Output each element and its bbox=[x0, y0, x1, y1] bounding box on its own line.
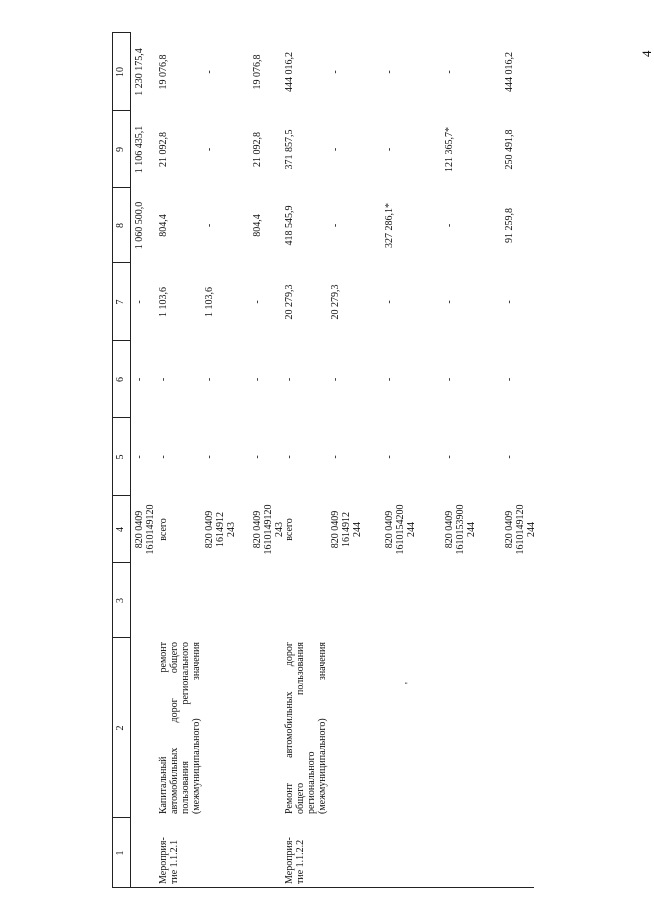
value-col9: 371 857,5 bbox=[284, 129, 295, 170]
measure-description bbox=[284, 642, 328, 814]
value-col5: - bbox=[204, 455, 215, 459]
value-col10: - bbox=[444, 70, 455, 74]
measure-label bbox=[158, 822, 180, 884]
value-col9: 21 092,8 bbox=[158, 132, 169, 167]
measure-description bbox=[158, 642, 202, 814]
measure-description-line: Ремонт автомобильных дорог bbox=[284, 642, 295, 814]
value-col6: - bbox=[134, 377, 145, 382]
column-header-1: 1 bbox=[115, 850, 126, 856]
budget-code-line: 1610149120 bbox=[145, 504, 156, 555]
value-col8: - bbox=[444, 223, 455, 228]
value-col9: 250 491,8 bbox=[504, 129, 515, 170]
budget-code bbox=[204, 500, 237, 559]
value-col9: 21 092,8 bbox=[252, 132, 263, 167]
budget-code bbox=[284, 500, 295, 559]
value-col5: - bbox=[330, 455, 341, 459]
value-col5: - bbox=[134, 455, 145, 459]
budget-code-line: 820 0409 bbox=[384, 510, 395, 549]
budget-code bbox=[444, 500, 477, 559]
value-col5: - bbox=[252, 455, 263, 459]
measure-label-line: тие 1.1.2.2 bbox=[295, 839, 306, 884]
value-col9: - bbox=[204, 147, 215, 152]
value-col5: - bbox=[284, 455, 295, 459]
budget-table bbox=[112, 32, 537, 888]
value-col6: - bbox=[444, 377, 455, 382]
column-header-9: 9 bbox=[115, 147, 126, 152]
value-col8: - bbox=[330, 223, 341, 228]
budget-code-line: 1614912 bbox=[215, 512, 226, 547]
budget-code-line: 820 0409 bbox=[252, 510, 263, 549]
page-number: 4 bbox=[639, 50, 654, 57]
value-col10: - bbox=[384, 70, 395, 74]
column-header-5: 5 bbox=[115, 454, 126, 460]
budget-code-line: 1610149120 bbox=[263, 504, 274, 555]
budget-code-line: 820 0409 bbox=[204, 510, 215, 549]
budget-code-line: 1610153900 bbox=[455, 504, 466, 555]
measure-description-line: Капитальный ремонт bbox=[158, 642, 169, 814]
value-col9: 121 365,7* bbox=[444, 127, 455, 172]
budget-code-line: 1610149120 bbox=[515, 504, 526, 555]
value-col10: - bbox=[330, 70, 341, 74]
value-col8: 804,4 bbox=[158, 214, 169, 237]
measure-label-line: тие 1.1.2.1 bbox=[169, 839, 180, 884]
budget-code-line: всего bbox=[284, 518, 295, 541]
budget-code-line: всего bbox=[158, 518, 169, 541]
value-col6: - bbox=[252, 377, 263, 382]
budget-code-line: 820 0409 bbox=[504, 510, 515, 549]
budget-code bbox=[330, 500, 363, 559]
budget-code bbox=[252, 500, 285, 559]
budget-code-line: 244 bbox=[352, 522, 363, 537]
value-col5: - bbox=[504, 455, 515, 459]
value-col6: - bbox=[330, 377, 341, 382]
column-header-7: 7 bbox=[115, 299, 126, 305]
value-col10: 444 016,2 bbox=[504, 52, 515, 92]
value-col8: 327 286,1* bbox=[384, 203, 395, 248]
value-col7: - bbox=[444, 300, 455, 304]
measure-description-line: автомобильных дорог общего bbox=[169, 642, 180, 814]
value-col7: - bbox=[134, 300, 145, 304]
value-col10: 19 076,8 bbox=[252, 54, 263, 90]
value-col10: 444 016,2 bbox=[284, 52, 295, 92]
value-col6: - bbox=[204, 377, 215, 382]
value-col5: - bbox=[384, 455, 395, 459]
column-header-4: 4 bbox=[115, 527, 126, 532]
budget-code-line: 244 bbox=[406, 522, 417, 537]
measure-description-line: (межмуниципального) значения bbox=[191, 642, 202, 814]
value-col9: 1 106 435,1 bbox=[134, 125, 145, 174]
measure-label-line: Мероприя- bbox=[158, 837, 169, 884]
budget-code-line: 820 0409 bbox=[444, 510, 455, 549]
measure-description-line: (межмуниципального) значения bbox=[317, 642, 328, 814]
column-header-3: 3 bbox=[115, 598, 126, 603]
value-col9: - bbox=[384, 147, 395, 152]
measure-label-line: Мероприя- bbox=[284, 837, 295, 884]
value-col5: - bbox=[158, 455, 169, 459]
column-header-8: 8 bbox=[115, 223, 126, 228]
budget-code-line: 1614912 bbox=[341, 512, 352, 547]
value-col8: - bbox=[204, 223, 215, 228]
value-col10: - bbox=[204, 70, 215, 74]
budget-code-line: 244 bbox=[466, 522, 477, 537]
value-col6: - bbox=[158, 377, 169, 382]
value-col6: - bbox=[284, 377, 295, 382]
value-col7: 20 279,3 bbox=[330, 284, 341, 320]
value-col9: - bbox=[330, 147, 341, 152]
value-col10: 19 076,8 bbox=[158, 54, 169, 90]
table-left-border bbox=[112, 887, 534, 888]
value-col6: - bbox=[504, 377, 515, 382]
column-header-6: 6 bbox=[115, 377, 126, 382]
value-col7: 1 103,6 bbox=[158, 287, 169, 317]
value-col7: 20 279,3 bbox=[284, 284, 295, 320]
budget-code bbox=[134, 500, 156, 559]
budget-code-line: 1610154200 bbox=[395, 504, 406, 555]
budget-code-line: 820 0409 bbox=[134, 510, 145, 549]
header-bottom-border bbox=[130, 32, 131, 888]
value-col8: 1 060 500,0 bbox=[134, 201, 145, 250]
value-col7: - bbox=[504, 300, 515, 304]
value-col7: - bbox=[252, 300, 263, 304]
budget-code-line: 244 bbox=[526, 522, 537, 537]
value-col7: 1 103,6 bbox=[204, 287, 215, 317]
measure-description-line: пользования регионального bbox=[180, 642, 191, 814]
column-header-10: 10 bbox=[115, 67, 126, 77]
value-col8: 91 259,8 bbox=[504, 208, 515, 243]
measure-description-line: общего пользования bbox=[295, 642, 306, 814]
value-col5: - bbox=[444, 455, 455, 459]
value-col8: 804,4 bbox=[252, 214, 263, 237]
value-col6: - bbox=[384, 377, 395, 382]
measure-description-line: регионального bbox=[306, 751, 317, 814]
value-col7: - bbox=[384, 300, 395, 304]
budget-code-line: 820 0409 bbox=[330, 510, 341, 549]
budget-code bbox=[384, 500, 417, 559]
value-col8: 418 545,9 bbox=[284, 205, 295, 246]
budget-code bbox=[504, 500, 537, 559]
budget-code bbox=[158, 500, 169, 559]
value-col10: 1 230 175,4 bbox=[134, 48, 145, 96]
budget-code-line: 243 bbox=[274, 522, 285, 537]
budget-code-line: 243 bbox=[226, 522, 237, 537]
column-header-2: 2 bbox=[115, 725, 126, 731]
stray-mark: ' bbox=[404, 682, 415, 684]
measure-label bbox=[284, 822, 306, 884]
